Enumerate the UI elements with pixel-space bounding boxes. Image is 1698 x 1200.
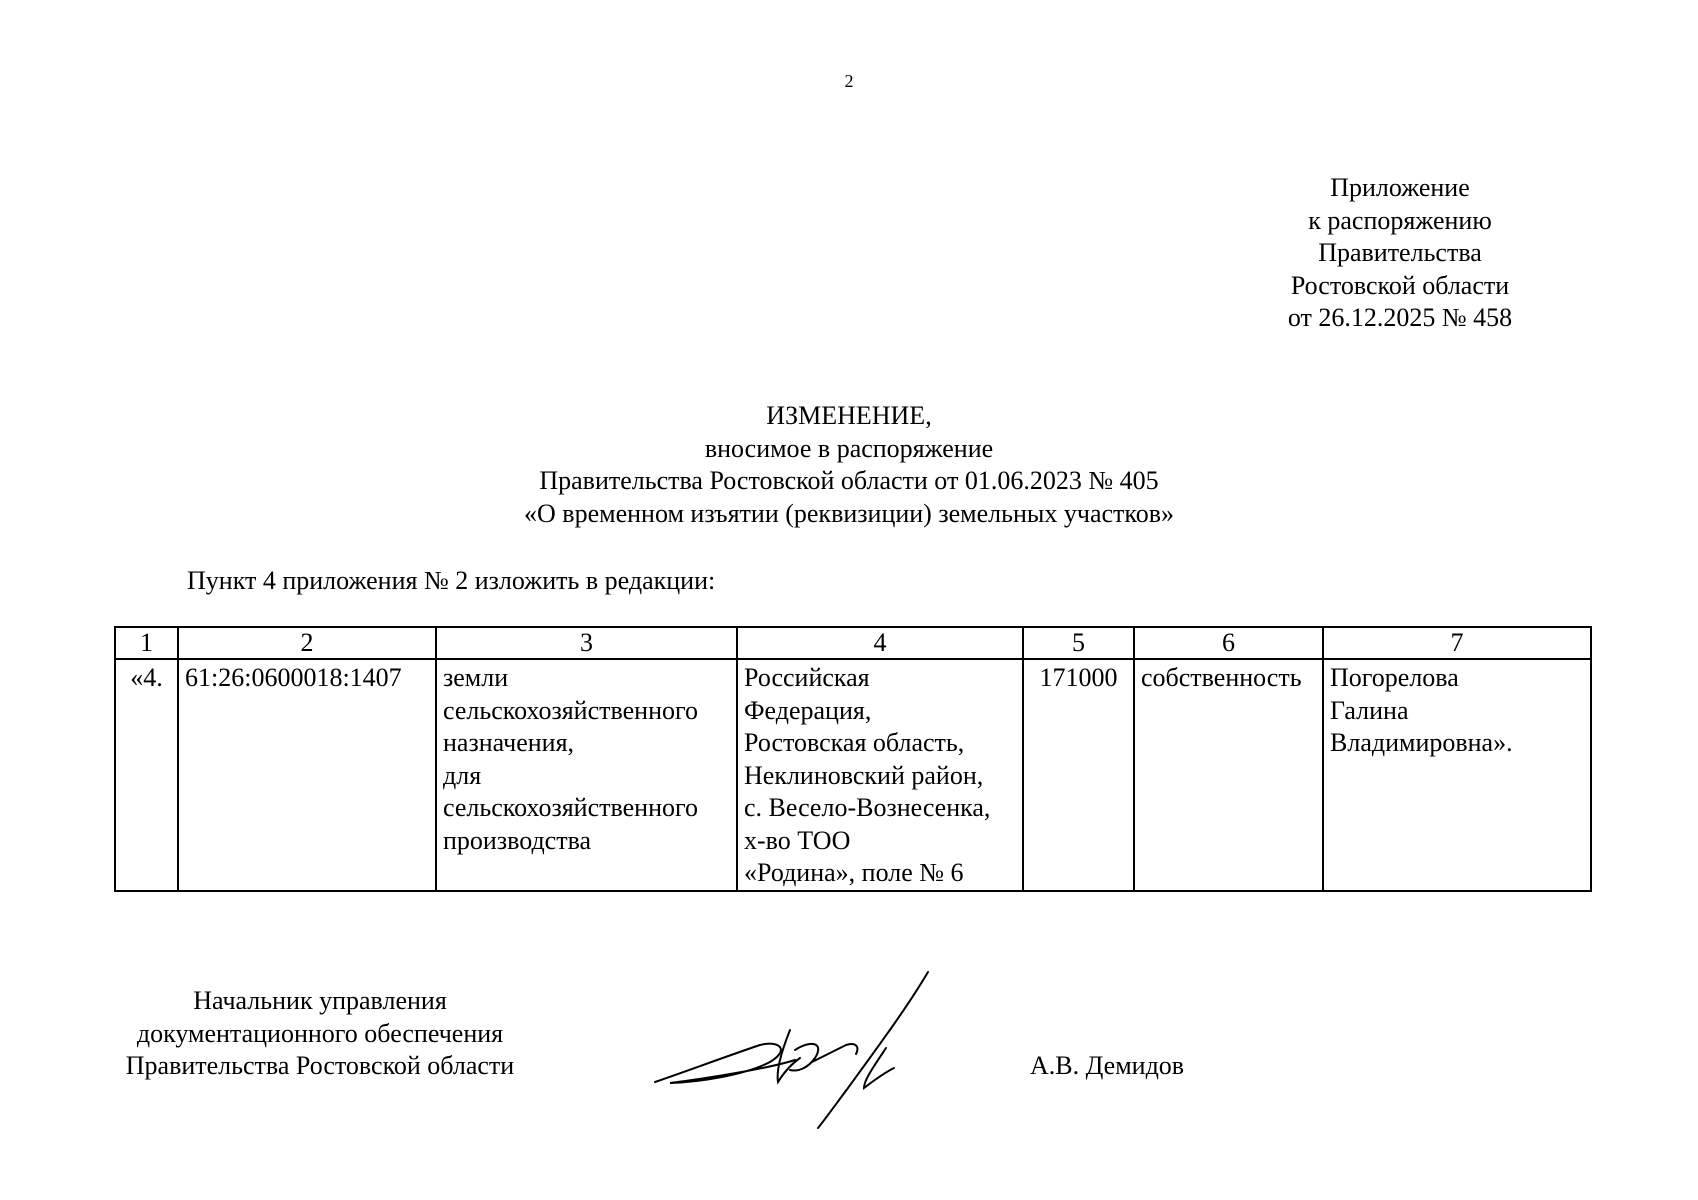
signature-stroke: [790, 1044, 818, 1071]
address-line: «Родина», поле № 6: [744, 858, 964, 887]
intro-text: Пункт 4 приложения № 2 изложить в редакции:: [187, 566, 716, 595]
signer-position: [100, 985, 540, 1083]
address-line: Федерация,: [744, 695, 872, 725]
appendix-line: от 26.12.2025 № 458: [1287, 303, 1513, 332]
column-header: 4: [737, 627, 1023, 659]
cell-owner: [1323, 659, 1591, 891]
signer-name: А.В. Демидов: [1030, 1051, 1185, 1080]
signature-stroke: [655, 1044, 795, 1083]
handwritten-signature: [650, 970, 940, 1130]
cell-address: [737, 659, 1023, 891]
column-header: 7: [1323, 627, 1591, 659]
cell-number: «4.: [115, 659, 178, 891]
position-line: документационного обеспечения: [136, 1018, 504, 1048]
column-header: 3: [436, 627, 737, 659]
category-line: сельскохозяйственного: [443, 793, 698, 822]
signature-stroke: [864, 1048, 894, 1088]
category-line: назначения,: [443, 728, 575, 757]
heading-line: Правительства Ростовской области от 01.06.2023 № 405: [539, 466, 1159, 495]
cell-cadastral-number: 61:26:0600018:1407: [178, 659, 436, 891]
owner-line: Галина: [1330, 695, 1409, 725]
appendix-line: к распоряжению: [1308, 205, 1492, 235]
table-row: [115, 659, 1591, 891]
heading-title: ИЗМЕНЕНИЕ,: [766, 401, 932, 430]
address-line: Неклиновский район,: [744, 760, 984, 790]
table-header-row: [115, 627, 1591, 659]
appendix-line: Ростовской области: [1290, 270, 1510, 300]
owner-line: Владимировна».: [1330, 728, 1513, 757]
cell-area: 171000: [1023, 659, 1134, 891]
category-line: сельскохозяйственного: [443, 695, 698, 725]
column-header: 1: [115, 627, 178, 659]
category-line: для: [443, 760, 482, 790]
appendix-line: Приложение: [1330, 173, 1470, 202]
column-header: 6: [1134, 627, 1323, 659]
appendix-line: Правительства: [1318, 238, 1482, 267]
amendment-table: [114, 626, 1592, 892]
category-line: земли: [443, 663, 509, 692]
address-line: Российская: [744, 663, 870, 692]
position-line: Правительства Ростовской области: [125, 1051, 515, 1080]
address-line: Ростовская область,: [744, 728, 965, 757]
column-header: 2: [178, 627, 436, 659]
page-number: 2: [844, 71, 854, 91]
column-header: 5: [1023, 627, 1134, 659]
appendix-block: [1200, 172, 1600, 335]
cell-land-category: [436, 659, 737, 891]
owner-line: Погорелова: [1330, 663, 1459, 692]
cell-right-type: собственность: [1134, 659, 1323, 891]
heading-line: вносимое в распоряжение: [704, 433, 994, 463]
signature-stroke: [778, 1030, 800, 1082]
position-line: Начальник управления: [193, 986, 447, 1015]
category-line: производства: [443, 825, 592, 855]
heading-line: «О временном изъятии (реквизиции) земельных участков»: [524, 498, 1174, 528]
address-line: х-во ТОО: [744, 825, 851, 855]
signature-stroke: [812, 1044, 857, 1062]
document-heading: [0, 400, 1698, 530]
address-line: с. Весело-Вознесенка,: [744, 793, 991, 822]
